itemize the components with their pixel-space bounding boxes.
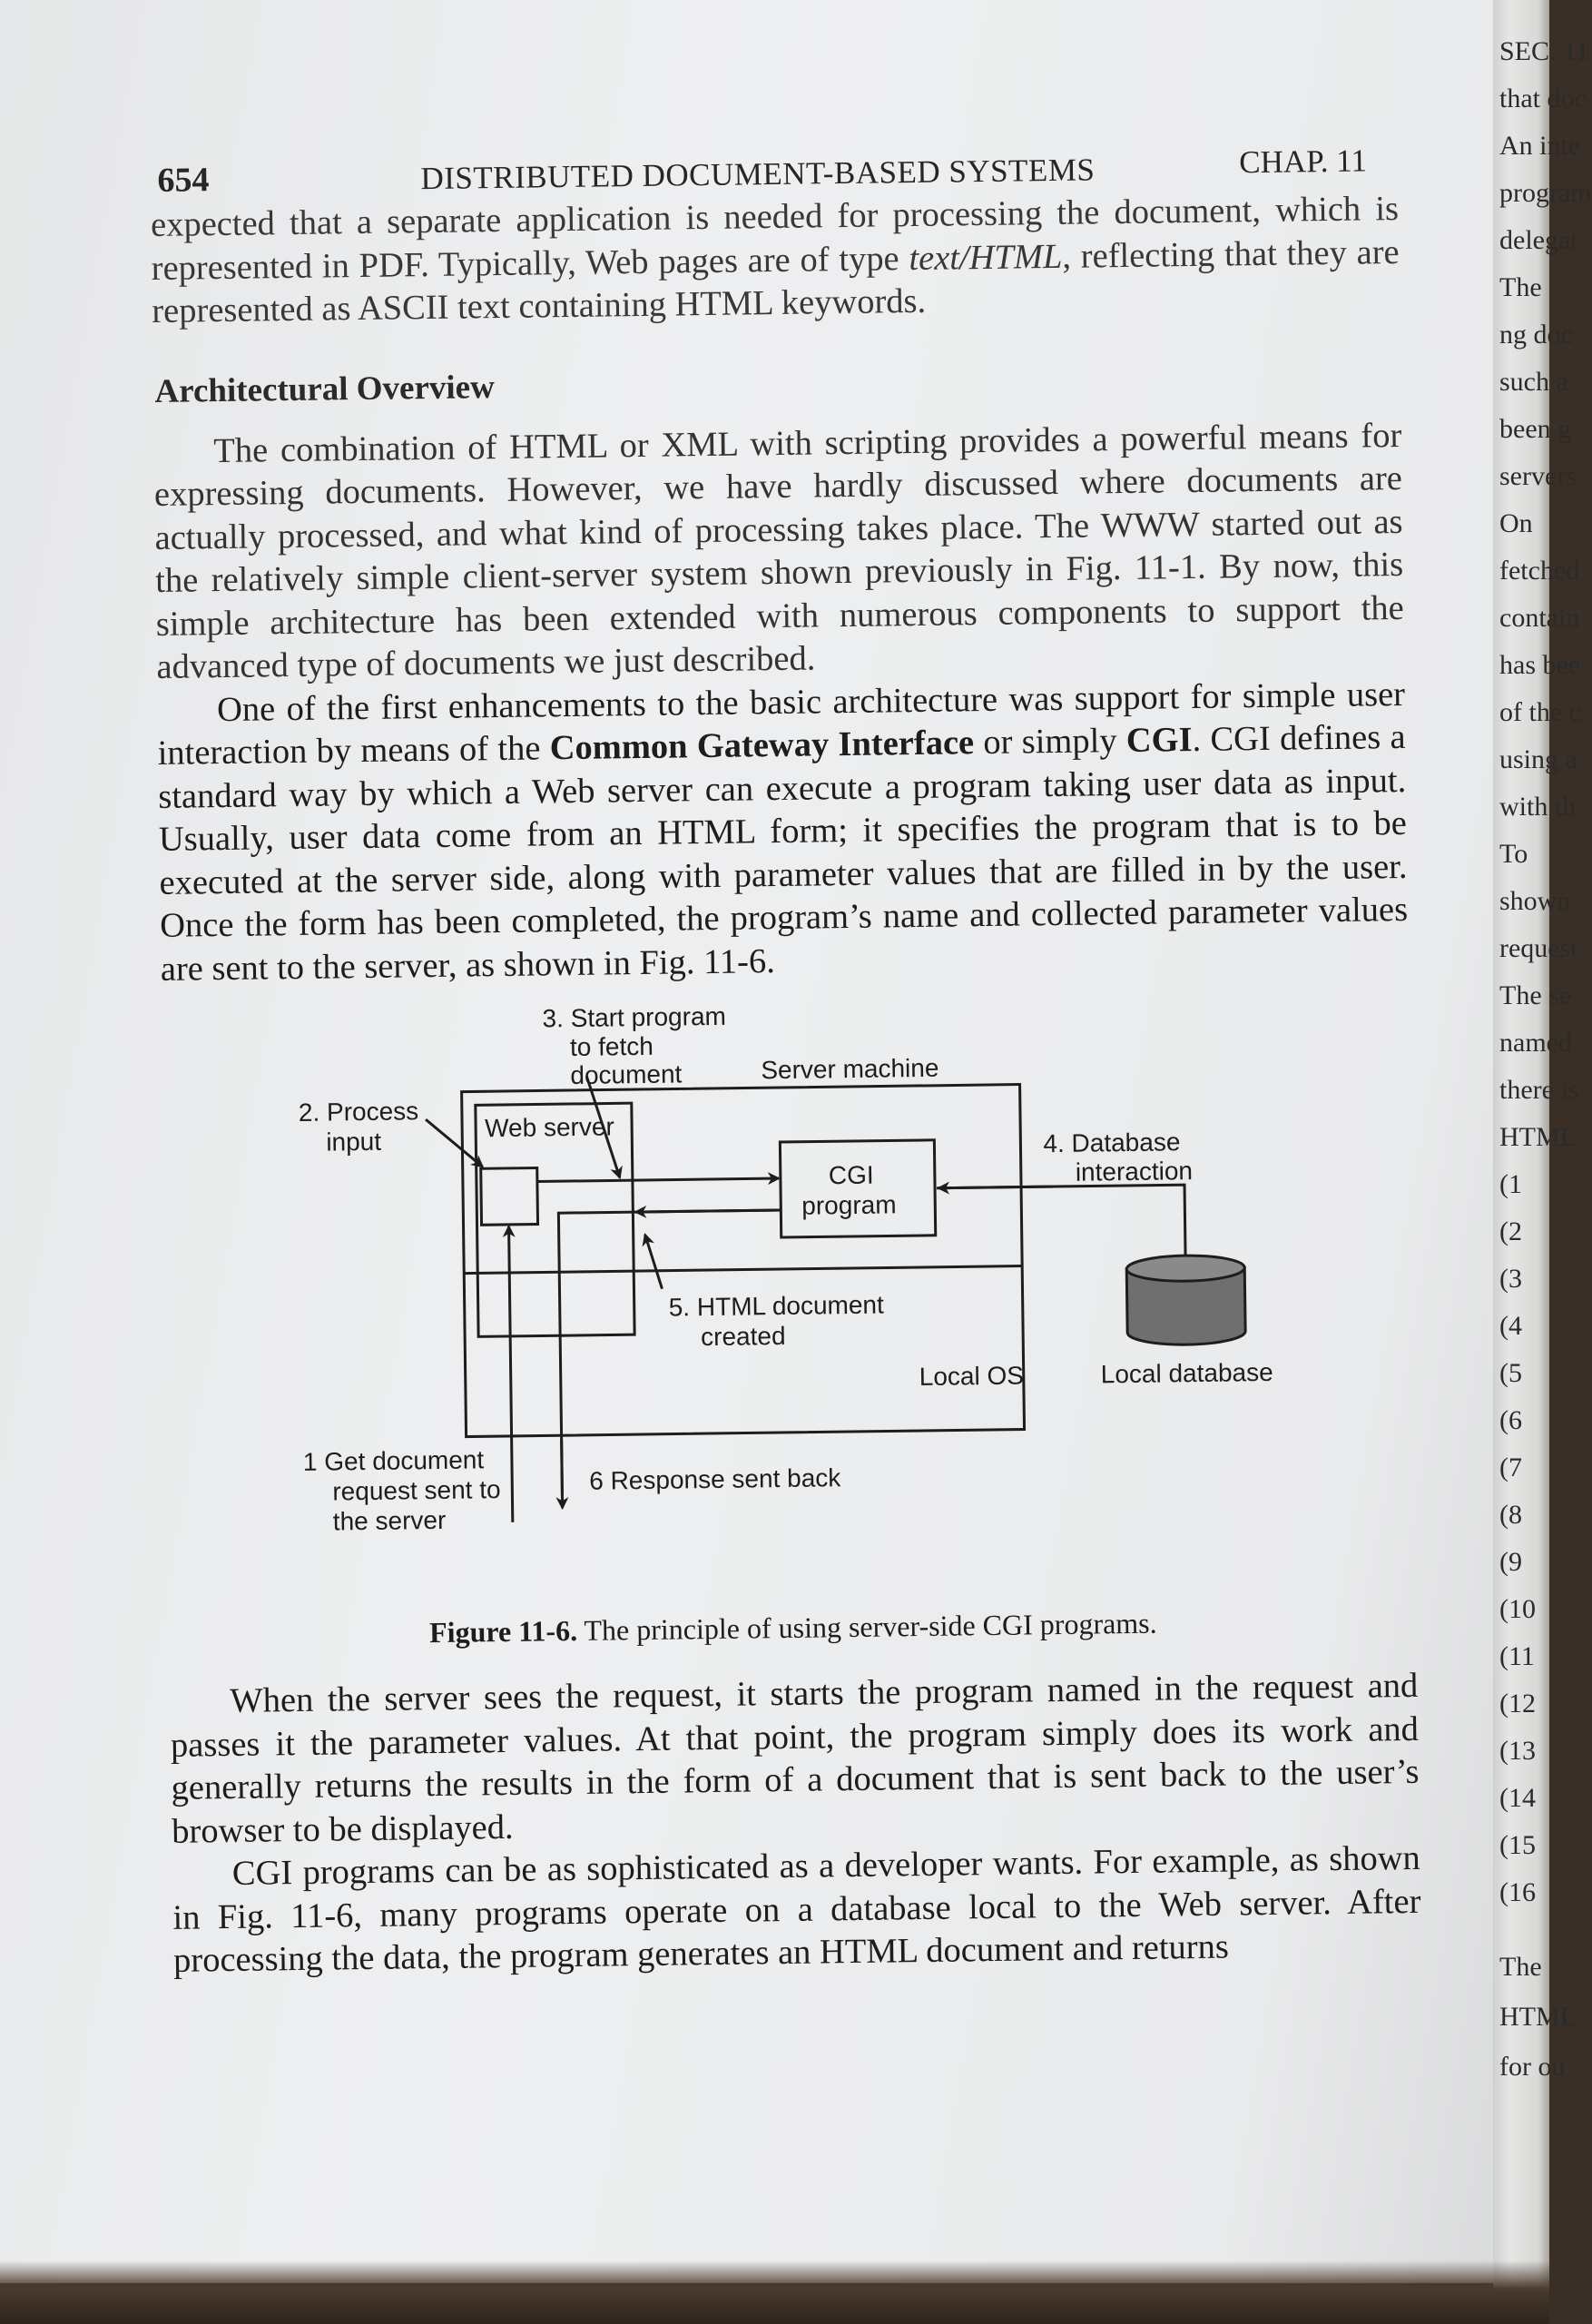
- after-figure-paragraph-1: When the server sees the request, it starts the program named in the request and passes it the parameter values. At that point, the program simply does its work and generally returns the results in the form of a document that is sent back to the user’s browser to be displayed.: [170, 1666, 1420, 1851]
- pointer-html-created: [645, 1235, 663, 1289]
- facing-page-fragment: contain: [1499, 603, 1580, 633]
- facing-page-fragment: The: [1499, 272, 1542, 302]
- caption-number: Figure 11-6.: [428, 1613, 578, 1649]
- label-process-input-1: 2. Process: [298, 1097, 419, 1127]
- facing-page-fragment: (5: [1499, 1358, 1522, 1388]
- label-start-program-1: 3. Start program: [542, 1001, 727, 1033]
- local-os-divider: [464, 1266, 1022, 1274]
- facing-page-fragment: (14: [1499, 1783, 1536, 1813]
- label-cgi-2: program: [801, 1190, 897, 1220]
- section-paragraph-2: [157, 673, 1409, 990]
- term-common-gateway-interface: Common Gateway Interface: [549, 724, 975, 768]
- after-figure-paragraph-2: CGI programs can be as sophisticated as a developer wants. For example, as shown in Fig. 11-6, many programs operate on a database local to the Web server. After processing the data, the program generates an HTML document and returns: [172, 1838, 1421, 1980]
- facing-page-fragment: SEC. 11: [1499, 36, 1589, 66]
- facing-page-fragment: named: [1499, 1028, 1572, 1058]
- arrow-to-cgi: [938, 1187, 1053, 1188]
- term-cgi: CGI: [1125, 721, 1193, 760]
- label-local-os: Local OS: [919, 1361, 1025, 1392]
- facing-page-fragment: (2: [1499, 1216, 1522, 1246]
- label-html-created-1: 5. HTML document: [668, 1290, 884, 1322]
- page-number: 654: [157, 161, 210, 200]
- facing-page-fragment: using a: [1499, 744, 1577, 774]
- arrow-get-document-request: [509, 1226, 513, 1522]
- facing-page-fragment: has bee: [1499, 650, 1581, 680]
- facing-page-fragment: (10: [1499, 1594, 1536, 1624]
- facing-page-fragment: HTML: [1499, 1122, 1577, 1152]
- facing-page-fragment: servers: [1499, 461, 1577, 491]
- facing-page-fragment: shown: [1499, 886, 1571, 916]
- pointer-process-input: [426, 1118, 483, 1167]
- intro-text-1: expected that a separate application is needed for processing the document, which is represented in PDF. Typically, Web pages are of type: [150, 189, 1400, 288]
- facing-page-fragment: been g: [1499, 414, 1572, 444]
- facing-page-fragment: delegat: [1499, 225, 1578, 255]
- label-get-document-2: request sent to: [332, 1475, 501, 1506]
- facing-page-fragment: program: [1499, 178, 1592, 208]
- facing-page-fragment: (4: [1499, 1311, 1522, 1341]
- facing-page-fragment: there is: [1499, 1075, 1579, 1105]
- label-db-interaction-1: 4. Database: [1043, 1128, 1181, 1158]
- section-paragraph-1: The combination of HTML or XML with scripting provides a powerful means for expressing documents. However, we have hardly discussed where documents are actually processed, and what kind of processing takes place. The WWW started out as the relatively simple client-server system shown previously in Fig. 11-1. By now, this simple architecture has been extended with numerous components to support the advanced type of documents we just described.: [153, 416, 1404, 686]
- chapter-label: CHAP. 11: [1239, 143, 1368, 181]
- facing-page-fragment: (12: [1499, 1689, 1536, 1718]
- arrow-response-sent-back: [562, 1440, 563, 1508]
- facing-page-fragment: (13: [1499, 1736, 1536, 1766]
- label-get-document-3: the server: [332, 1505, 447, 1536]
- label-start-program-2: to fetch: [569, 1031, 654, 1062]
- label-get-document-1: 1 Get document: [302, 1445, 485, 1476]
- figure-caption: [169, 1603, 1417, 1653]
- label-local-database: Local database: [1100, 1357, 1273, 1389]
- label-start-program-3: document: [570, 1059, 683, 1090]
- facing-page-fragment: fetched: [1499, 556, 1580, 586]
- facing-page-fragment: (8: [1499, 1500, 1522, 1530]
- response-path-line: [558, 1210, 784, 1494]
- facing-page-fragment: ng doc: [1499, 320, 1573, 350]
- facing-page-fragment: (7: [1499, 1452, 1522, 1482]
- section-heading: Architectural Overview: [154, 368, 496, 410]
- intro-text-2: , reflecting that they are represented as ASCII text containing HTML keywords.: [152, 232, 1400, 330]
- running-title: DISTRIBUTED DOCUMENT-BASED SYSTEMS: [420, 152, 1096, 197]
- label-process-input-2: input: [326, 1127, 382, 1157]
- database-icon: [1126, 1255, 1245, 1345]
- facing-page-fragment: of the c: [1499, 697, 1581, 727]
- facing-page-fragment: (15: [1499, 1830, 1536, 1860]
- label-server-machine: Server machine: [761, 1053, 939, 1085]
- facing-page-fragment: The: [1499, 1952, 1542, 1982]
- arrow-start-cgi: [537, 1178, 779, 1181]
- facing-page-fragment: that doc: [1499, 84, 1587, 113]
- intro-paragraph: [151, 188, 1400, 333]
- cgi-diagram: [161, 975, 1417, 1609]
- facing-page-fragment: (16: [1499, 1877, 1536, 1907]
- facing-page-fragment: (11: [1499, 1641, 1535, 1671]
- label-db-interaction-2: interaction: [1075, 1157, 1194, 1187]
- intro-italic-term: text/HTML: [909, 237, 1063, 278]
- web-server-handler-box: [481, 1168, 538, 1226]
- para2-text-1: One of the first enhancements to the basic architecture was support for simple user interaction by means of the: [157, 675, 1406, 773]
- para2-text-3: . CGI defines a standard way by which a Web server can execute a program taking user data as input. Usually, user data come from an HTML form; it specifies the program that is to be executed at the server side, along with parameter values that are filled in by the user. Once the form has been completed, the program’s name and collected parameter values are sent to the server, as shown in Fig. 11-6.: [158, 717, 1409, 989]
- facing-page-fragment: such a: [1499, 367, 1568, 397]
- label-cgi-1: CGI: [828, 1160, 874, 1190]
- facing-page-fragments: [1499, 0, 1592, 2179]
- facing-page-fragment: An inte: [1499, 131, 1581, 161]
- label-html-created-2: created: [700, 1321, 786, 1352]
- facing-page-fragment: (9: [1499, 1547, 1522, 1577]
- caption-text: The principle of using server-side CGI programs.: [576, 1606, 1157, 1647]
- page-bottom-shadow: [0, 2260, 1549, 2324]
- facing-page-fragment: The se: [1499, 980, 1572, 1010]
- facing-page-fragment: (6: [1499, 1405, 1522, 1435]
- facing-page-fragment: (3: [1499, 1264, 1522, 1294]
- arrow-html-to-server: [635, 1210, 781, 1212]
- facing-page-fragment: HTML: [1499, 2002, 1577, 2032]
- para2-text-2: or simply: [973, 721, 1127, 763]
- facing-page-fragment: with th: [1499, 792, 1577, 822]
- page-content: [150, 133, 1421, 1983]
- facing-page-fragment: request: [1499, 933, 1578, 963]
- facing-page-fragment: On: [1499, 508, 1533, 538]
- label-web-server: Web server: [484, 1112, 614, 1143]
- label-response-sent-back: 6 Response sent back: [589, 1463, 841, 1495]
- facing-page-fragment: To: [1499, 839, 1528, 869]
- facing-page-fragment: (1: [1499, 1169, 1522, 1199]
- figure-11-6: [161, 975, 1418, 1681]
- facing-page-fragment: for ou: [1499, 2052, 1566, 2082]
